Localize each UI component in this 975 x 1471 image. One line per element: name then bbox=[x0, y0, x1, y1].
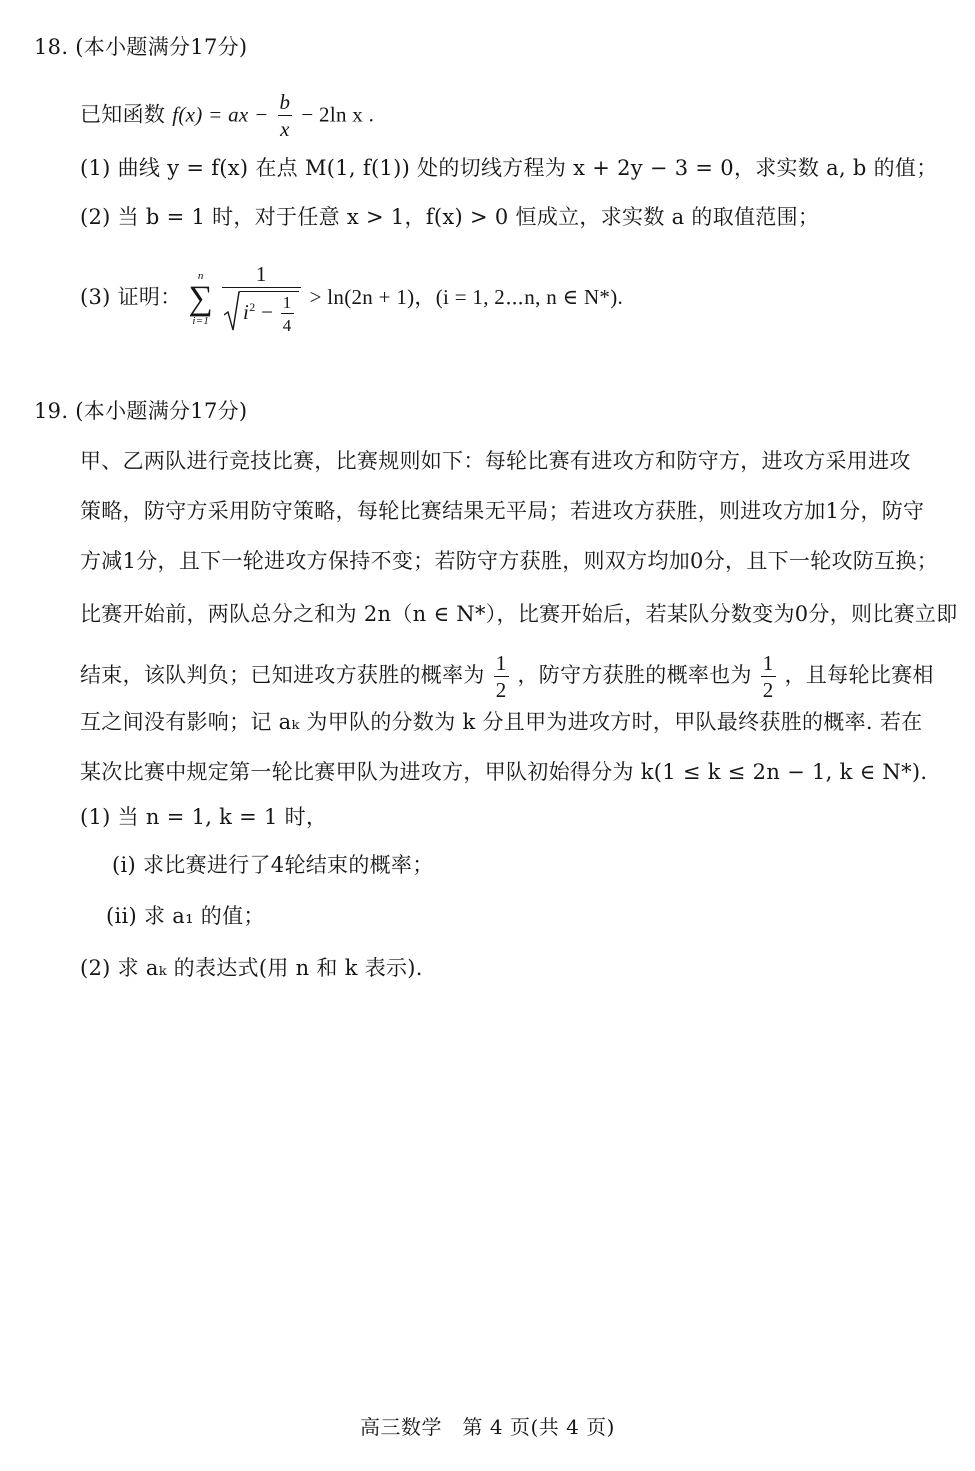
q19-line-6: 互之间没有影响；记 aₖ 为甲队的分数为 k 分且甲为进攻方时，甲队最终获胜的概率. 若在 bbox=[80, 710, 923, 734]
q19-line5-a: 结束，该队判负；已知进攻方获胜的概率为 bbox=[80, 663, 485, 687]
half-num-1: 1 bbox=[495, 650, 507, 675]
q19-line-1: 甲、乙两队进行竞技比赛，比赛规则如下：每轮比赛有进攻方和防守方，进攻方采用进攻 bbox=[80, 449, 911, 473]
q19-part1-ii: (ii) 求 a₁ 的值； bbox=[106, 904, 265, 928]
q18-part1: (1) 曲线 y = f(x) 在点 M(1, f(1)) 处的切线方程为 x + 2y − 3 = 0，求实数 a, b 的值； bbox=[80, 156, 938, 180]
q19-line-4: 比赛开始前，两队总分之和为 2n（n ∈ N*），比赛开始后，若某队分数变为0分，则比赛立即 bbox=[80, 602, 958, 626]
half-fraction-1 bbox=[494, 650, 509, 702]
page-footer: 高三数学 第 4 页(共 4 页) bbox=[360, 1415, 615, 1439]
q19-header bbox=[34, 396, 247, 426]
q18-score: (本小题满分17分) bbox=[75, 35, 248, 59]
q18-part3 bbox=[80, 252, 623, 344]
half-num-2: 1 bbox=[762, 650, 774, 675]
q19-part1-i: (i) 求比赛进行了4轮结束的概率； bbox=[112, 853, 434, 877]
sum-lower: i=1 bbox=[192, 314, 210, 327]
q18-stem-fraction bbox=[278, 92, 293, 140]
q18-header bbox=[34, 32, 247, 62]
q18-part3-frac-num: 1 bbox=[222, 264, 301, 288]
q18-part3-tail: > ln(2n + 1)，(i = 1, 2⋯n, n ∈ N*). bbox=[309, 285, 624, 309]
radicand-frac-num: 1 bbox=[282, 292, 292, 312]
q18-part3-fraction bbox=[222, 261, 301, 335]
sum-upper: n bbox=[197, 269, 204, 282]
q18-part3-frac-den bbox=[222, 288, 301, 334]
q19-line5-b: ，防守方获胜的概率也为 bbox=[517, 663, 752, 687]
q18-stem-frac-den: x bbox=[280, 117, 290, 141]
radicand: $i^2$ − $\frac{1}{4}$ bbox=[240, 291, 299, 334]
summation bbox=[189, 271, 214, 327]
q18-stem-frac-num: b bbox=[279, 90, 291, 114]
half-den-1: 2 bbox=[495, 677, 507, 702]
q19-line-7: 某次比赛中规定第一轮比赛甲队为进攻方，甲队初始得分为 k(1 ≤ k ≤ 2n − 1, k ∈ N*). bbox=[80, 760, 928, 784]
square-root bbox=[224, 291, 299, 334]
q18-stem bbox=[80, 92, 374, 140]
q18-stem-tail: − 2ln x . bbox=[301, 102, 375, 127]
radicand-fraction bbox=[281, 294, 294, 334]
q18-part2: (2) 当 b = 1 时，对于任意 x > 1，f(x) > 0 恒成立，求实数 a 的取值范围； bbox=[80, 205, 820, 229]
radicand-i: i bbox=[243, 299, 250, 324]
half-den-2: 2 bbox=[762, 677, 774, 702]
q18-part3-prefix: (3) 证明： bbox=[80, 285, 182, 309]
q19-score: (本小题满分17分) bbox=[75, 399, 248, 423]
half-fraction-2 bbox=[761, 650, 776, 702]
q18-stem-prefix: 已知函数 bbox=[80, 102, 166, 127]
sigma-symbol: ∑ bbox=[188, 279, 214, 317]
radicand-minus: − bbox=[261, 299, 274, 324]
q19-line-5 bbox=[80, 649, 934, 701]
q19-number: 19. bbox=[34, 399, 69, 423]
q18-number: 18. bbox=[34, 35, 69, 59]
radical-sign bbox=[224, 291, 240, 331]
q19-part2: (2) 求 aₖ 的表达式(用 n 和 k 表示). bbox=[80, 956, 423, 980]
radicand-frac-den: 4 bbox=[282, 315, 292, 335]
q18-stem-fx: f(x) = ax − bbox=[172, 102, 269, 127]
q19-line-3: 方减1分，且下一轮进攻方保持不变；若防守方获胜，则双方均加0分，且下一轮攻防互换； bbox=[80, 549, 939, 573]
q19-part1: (1) 当 n = 1, k = 1 时， bbox=[80, 805, 328, 829]
q19-line-2: 策略，防守方采用防守策略，每轮比赛结果无平局；若进攻方获胜，则进攻方加1分，防守 bbox=[80, 499, 925, 523]
q19-line5-c: ，且每轮比赛相 bbox=[784, 663, 934, 687]
